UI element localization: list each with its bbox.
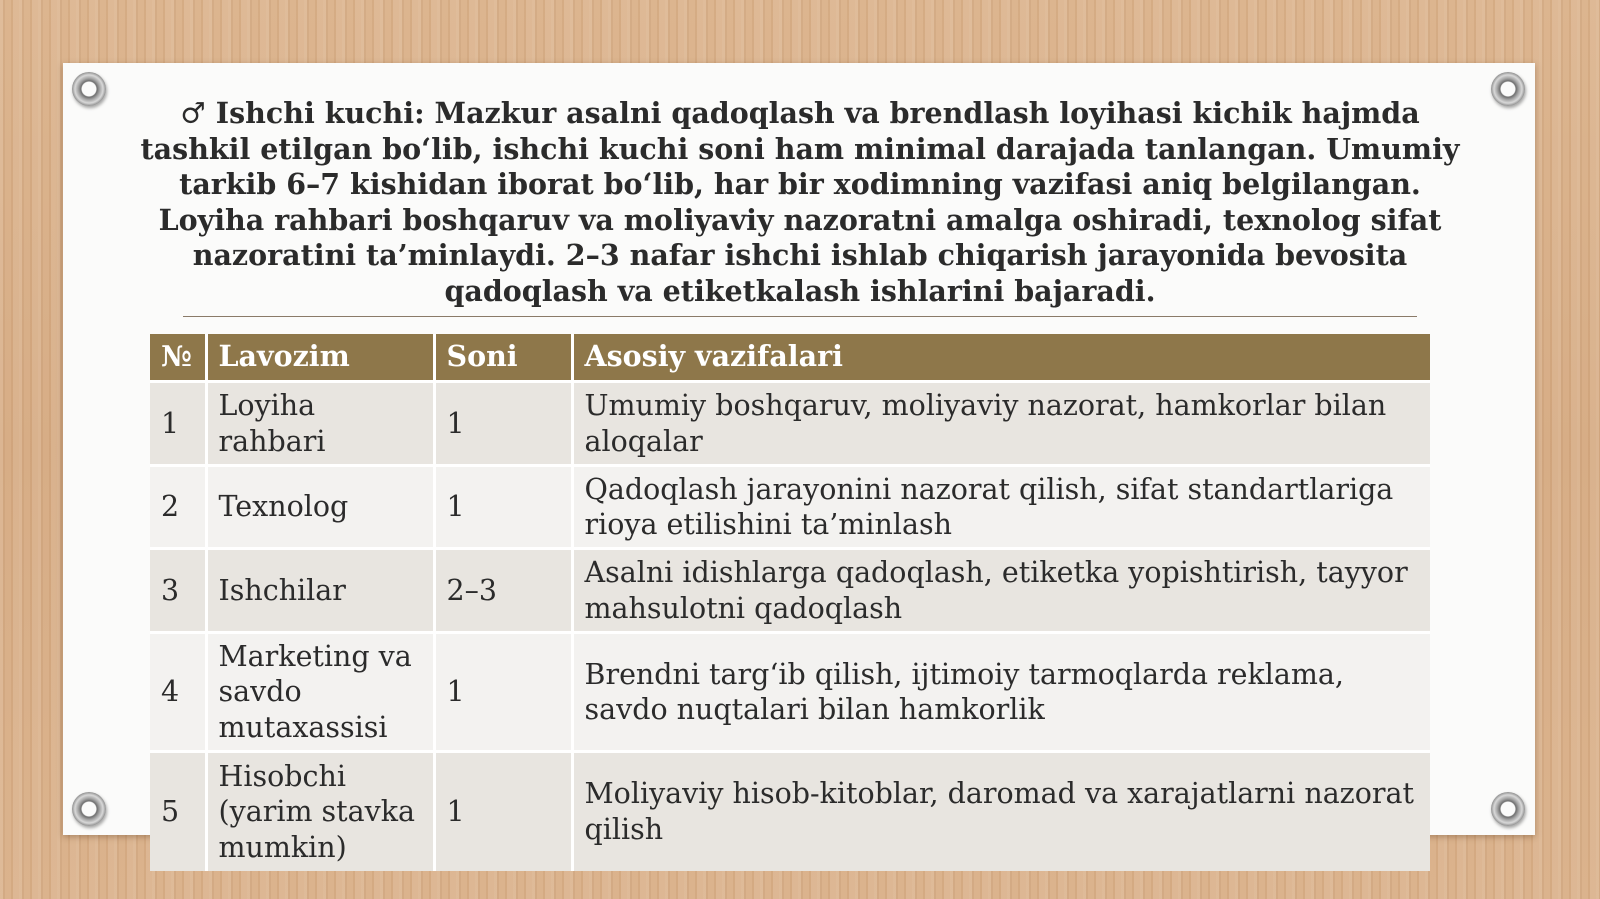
- table-row: [150, 382, 1430, 466]
- intro-text: Ishchi kuchi: Mazkur asalni qadoqlash va brendlash loyihasi kichik hajmda tashkil etilgan bo‘lib, ishchi kuchi soni ham minimal darajada tanlangan. Umumiy tarkib 6–7 kishidan iborat bo‘lib, har bir xodimning vazifasi aniq belgilangan. Loyiha rahbari boshqaruv va moliyaviy nazoratni amalga oshiradi, texnolog sifat nazoratini ta’minlaydi. 2–3 nafar ishchi ishlab chiqarish jarayonida bevosita qadoqlash va etiketkalash ishlarini bajaradi.: [140, 96, 1460, 308]
- male-sign-icon: ♂: [180, 96, 206, 130]
- table-row: [150, 466, 1430, 549]
- column-header-duties: Asosiy vazifalari: [572, 334, 1430, 382]
- table-row: [150, 549, 1430, 633]
- grommet-top-left-icon: [72, 72, 106, 106]
- column-header-position: Lavozim: [206, 334, 434, 382]
- cell-number: 5: [150, 752, 206, 871]
- staff-table: [150, 334, 1430, 871]
- column-header-count: Soni: [434, 334, 572, 382]
- table-row: [150, 752, 1430, 871]
- cell-count: 2–3: [434, 549, 572, 633]
- grommet-bottom-right-icon: [1491, 792, 1525, 826]
- cell-position: Loyiha rahbari: [206, 382, 434, 466]
- cell-count: 1: [434, 752, 572, 871]
- cell-duties: Moliyaviy hisob-kitoblar, daromad va xarajatlarni nazorat qilish: [572, 752, 1430, 871]
- table-row: [150, 633, 1430, 752]
- cell-duties: Umumiy boshqaruv, moliyaviy nazorat, hamkorlar bilan aloqalar: [572, 382, 1430, 466]
- cell-number: 3: [150, 549, 206, 633]
- grommet-bottom-left-icon: [72, 792, 106, 826]
- table-header-row: [150, 334, 1430, 382]
- cell-number: 4: [150, 633, 206, 752]
- divider: [183, 316, 1417, 317]
- cell-count: 1: [434, 633, 572, 752]
- cell-position: Hisobchi (yarim stavka mumkin): [206, 752, 434, 871]
- cell-count: 1: [434, 382, 572, 466]
- cell-number: 1: [150, 382, 206, 466]
- cell-number: 2: [150, 466, 206, 549]
- cell-count: 1: [434, 466, 572, 549]
- cell-position: Ishchilar: [206, 549, 434, 633]
- cell-duties: Brendni targ‘ib qilish, ijtimoiy tarmoqlarda reklama, savdo nuqtalari bilan hamkorlik: [572, 633, 1430, 752]
- grommet-top-right-icon: [1491, 72, 1525, 106]
- cell-position: Marketing va savdo mutaxassisi: [206, 633, 434, 752]
- cell-position: Texnolog: [206, 466, 434, 549]
- intro-paragraph: [140, 96, 1460, 309]
- cell-duties: Qadoqlash jarayonini nazorat qilish, sifat standartlariga rioya etilishini ta’minlash: [572, 466, 1430, 549]
- cell-duties: Asalni idishlarga qadoqlash, etiketka yopishtirish, tayyor mahsulotni qadoqlash: [572, 549, 1430, 633]
- column-header-number: №: [150, 334, 206, 382]
